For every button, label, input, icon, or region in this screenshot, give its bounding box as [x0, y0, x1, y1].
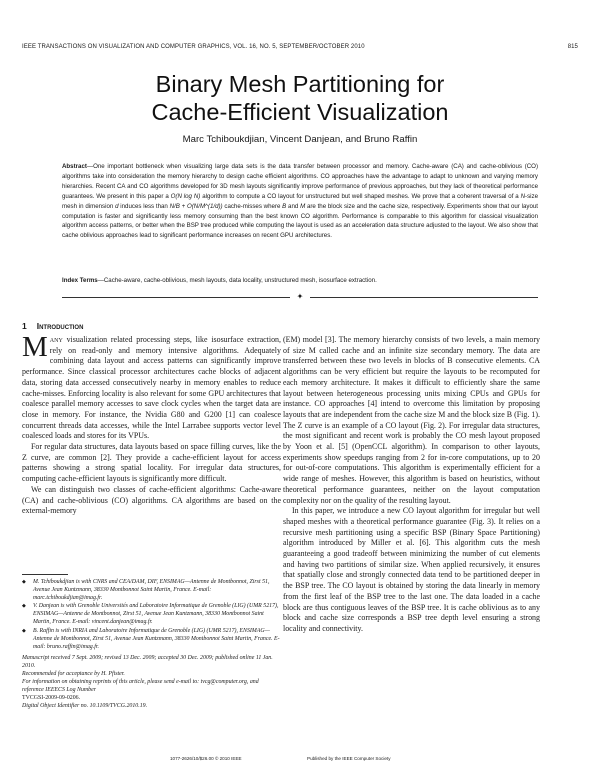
right-column	[283, 335, 540, 635]
separator-line-left	[62, 297, 290, 298]
footer-publisher: Published by the IEEE Computer Society	[307, 756, 391, 761]
title-line-2: Cache-Efficient Visualization	[151, 99, 449, 125]
journal-header: IEEE TRANSACTIONS ON VISUALIZATION AND COMPUTER GRAPHICS, VOL. 16, NO. 5, SEPTEMBER/OCTOBER 2010	[22, 44, 365, 50]
paper-title	[0, 70, 600, 126]
section-number: 1	[22, 321, 27, 331]
abstract-label: Abstract	[62, 163, 87, 170]
abstract-math-2: N	[520, 192, 526, 200]
section-separator	[62, 292, 538, 302]
doi-note: Digital Object Identifier no. 10.1109/TVCG.2010.19.	[22, 703, 148, 710]
abstract-text-2: algorithm to compute a CO layout for unstructured but well shaped meshes. We prove that a coherent traversal of a	[200, 192, 521, 200]
right-paragraph-1: (EM) model [3]. The memory hierarchy consists of two levels, a main memory of size M called cache and an infinite size secondary memory. The data are transferred between these two levels in blocks of B consecutive elements. CA algorithms can be very efficient but require the layouts to be recomputed for each memory architecture. It makes it difficult to efficiently share the same layout between heterogeneous processing units mixing CPUs and GPUs for instance. CO approaches [4] intend to overcome this limitation by proposing layouts that are independent from the cache size M and the block size B (Fig. 1). The Z curve is an example of a CO layout (Fig. 2). For irregular data structures, the most significant and recent work is probably the CO mesh layout proposed by Yoon et al. [5] (OpenCCL algorithm). In comparison to other layouts, experiments show speedups ranging from 2 for in-core computations, up to 20 for out-of-core computations. This algorithm is experimentally efficient for a wide range of meshes. However, this algorithm is based on heuristics, without theoretical performance guarantees, neither on the layout computation complexity nor on the quality of the resulting layout.	[283, 335, 540, 505]
paragraph-3: We can distinguish two classes of cache-efficient algorithms: Cache-aware (CA) and cache-oblivious (CO) algorithms. CA algorithms are based on the external-memory	[22, 484, 281, 516]
manuscript-note: Manuscript received 7 Sept. 2009; revised 13 Dec. 2009; accepted 30 Dec. 2009; published online 11 Jan. 2010.	[22, 654, 273, 669]
abstract-text-3: -size mesh in dimension	[62, 192, 538, 210]
page-number: 815	[567, 44, 578, 50]
separator-line-right	[310, 297, 538, 298]
log-number: TVCGSI-2009-09-0206.	[22, 695, 81, 702]
running-header	[22, 44, 578, 50]
right-paragraph-2: In this paper, we introduce a new CO layout algorithm for irregular but well shaped meshes with a theoretical performance guarantee (Fig. 3). It relies on a recursive mesh partitioning using a specific BSP (Binary Space Partitioning) algorithm introduced by Miller et al. [6]. This algorithm cuts the mesh guaranteeing a good tradeoff between minimizing the number of cut elements and having two partitions of similar size. When applied recursively, it ensures that spatially close and strongly connected data tend to be partitioned deeper in the BSP tree. The CO layout is obtained by storing the data linearly in memory from the first leaf of the BSP tree to the last one. The data loaded in a cache block are thus contiguous leaves of the BSP tree. It is cache oblivious as to any block and cache size corresponds a BSP tree depth level ensuring a strong locality and connectivity.	[283, 506, 540, 633]
title-line-1: Binary Mesh Partitioning for	[155, 71, 445, 97]
dropcap: M	[22, 331, 48, 363]
abstract-math-5: B	[282, 202, 287, 210]
paragraph-2: For regular data structures, data layouts based on space filling curves, like the Z curve, are common [2]. They provide a cache-efficient layout for access patterns showing a strong spatial locality. For irregular data structures, computing cache-efficient layouts is significantly more difficult.	[22, 442, 281, 484]
authors: Marc Tchiboukdjian, Vincent Danjean, and Bruno Raffin	[182, 134, 418, 145]
index-terms-text: —Cache-aware, cache-oblivious, mesh layouts, data locality, unstructured mesh, isosurface extraction.	[97, 277, 377, 284]
index-terms	[62, 276, 538, 285]
recommended-note: Recommended for acceptance by H. Pfister.	[22, 671, 125, 678]
paragraph-1	[22, 331, 281, 442]
bullet-icon: ◆	[22, 627, 26, 634]
paragraph-1-text: visualization related processing steps, like isosurface extraction, rely on read-only and memory intensive algorithms. Adequately combining data layout and access patterns can significantly improve performance. Since classical processor architectures cache blocks of adjacent data, storing data accessed consecutively nearby in memory enables to reduce cache-misses. Enforcing locality is also relevant for some GPU architectures that coalesce parallel memory accesses to save clock cycles when the target data are close in memory. For instance, the Nvidia G80 and G200 [1] can coalesce concurrent threads data accesses, while the Intel Larrabee supports vector level coalesced loads and stores for its VPUs.	[22, 335, 281, 441]
bullet-icon: ◆	[22, 579, 26, 585]
left-column	[22, 331, 281, 517]
footer-copyright: 1077-2626/10/$26.00 © 2010 IEEE	[170, 756, 242, 761]
affiliation-3	[22, 627, 281, 651]
abstract-text-1: —One important bottleneck when visualizing large data sets is the data transfer between processor and memory. Cache-aware (CA) and cache-oblivious (CO) algorithms take into consideration the memory hierarchy to design cache efficient algorithms. CO approaches have the advantage to adapt to unknown and varying memory hierarchies. Recent CA and CO algorithms developed for 3D mesh layouts significantly improve performance of previous approaches, but they lack of theoretical performance guarantees. We present in this paper a	[62, 163, 538, 200]
index-terms-label: Index Terms	[62, 277, 98, 284]
section-heading	[22, 321, 83, 331]
affiliation-3-text: B. Raffin is with INRIA and Laboratoire Informatique de Grenoble (LIG) (UMR 5217), ENSIMAG—Antenne de Montbonnot, Zirst 51, Avenue Jean Kuntzmann, 38330 Montbonnot Saint Martin, France. E-mail: bruno.raffin@imag.fr.	[33, 627, 280, 650]
abstract-math-6: M	[300, 202, 306, 210]
abstract-math-4: N/B + O(N/M^(1/d))	[169, 202, 223, 210]
footnote-rule	[22, 574, 68, 575]
abstract-text-7: are the block size and the cache size, respectively. Experiments show that our layout computation is faster and significantly less memory consuming than the best known CO algorithm. Performance is comparable to this algorithm for classical visualization algorithm access patterns, or better when the BSP tree produced while computing the layout is used as an acceleration data structure adjusted to the layout. We also show that cache oblivious approaches lead to significant performance increases on recent GPU architectures.	[62, 202, 538, 240]
abstract-text-6: and	[286, 202, 301, 210]
abstract-math-3: d	[115, 202, 119, 210]
affiliation-1	[22, 578, 281, 602]
footnotes	[22, 578, 281, 711]
abstract-text-5: cache-misses where	[222, 202, 283, 210]
separator-diamond-icon: ✦	[296, 292, 304, 301]
affiliation-1-text: M. Tchiboukdjian is with CNRS and CEA/DAM, DIF, ENSIMAG—Antenne de Montbonnot, Zirst 51, Avenue Jean Kuntzmann, 38330 Montbonnot Saint Martin, France. E-mail: marc.tchiboukdjian@imag.fr.	[33, 579, 270, 602]
affiliation-2-text: V. Danjean is with Grenoble Universités and Laboratoire Informatique de Grenoble (LIG) (UMR 5217), ENSIMAG—Antenne de Montbonnot, Zirst 51, Avenue Jean Kuntzmann, 38330 Montbonnot Saint Martin, France. E-mail: vincent.danjean@imag.fr.	[33, 603, 279, 626]
abstract	[62, 162, 538, 241]
first-word-rest: any	[49, 335, 63, 344]
bullet-icon: ◆	[22, 603, 26, 610]
abstract-math-1: O(N log N)	[170, 192, 201, 200]
reprints-note: For information on obtaining reprints of this article, please send e-mail to: tvcg@computer.org, and reference IEEECS Log Number	[22, 679, 259, 694]
section-title: Introduction	[36, 321, 84, 331]
abstract-text-4: induces less than	[118, 202, 170, 210]
affiliation-2	[22, 602, 281, 626]
